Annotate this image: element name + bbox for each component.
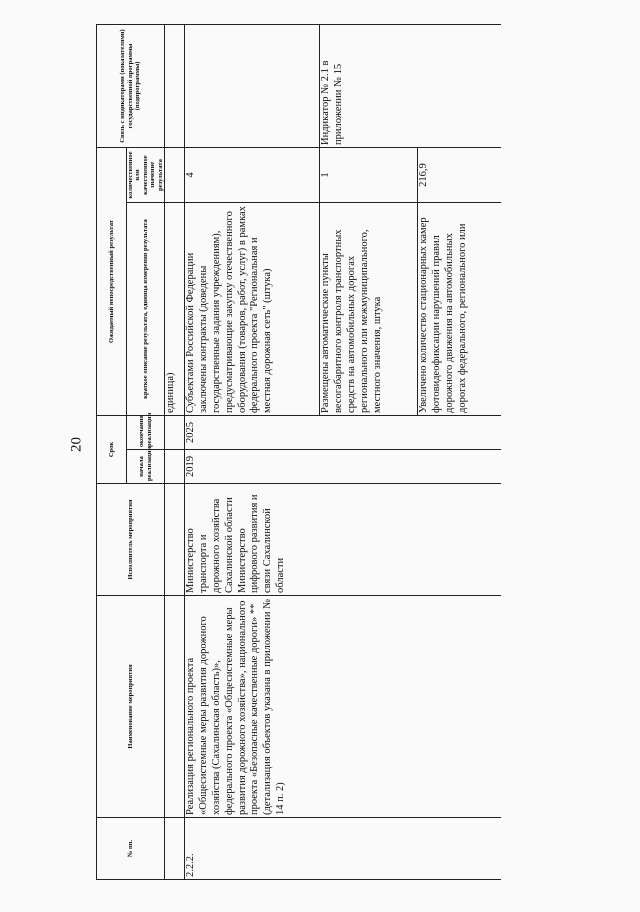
header-result: Ожидаемый непосредственный результат [97,148,127,416]
row-link: Индикатор № 2.1 в приложении № 15 [320,25,501,148]
row-term-end: 2025 [185,416,501,450]
rotated-page [96,25,636,880]
result-value: 216,9 [418,148,501,203]
page-number: 20 [68,437,85,452]
result-desc: Размещены автоматические пункты весогабаритного контроля транспортных средств на автомобильных дорогах регионального или межмуниципального, местного значения, штука [320,203,418,416]
table-row [185,25,320,880]
header-row-1 [97,25,127,880]
result-value: 1 [320,148,418,203]
header-executor: Исполнитель мероприятия [97,484,165,596]
header-result-desc: краткое описание результата, единица измерения результата [127,203,165,416]
result-desc: Субъектами Российской Федерации заключены контракты (доведены государственные задания учреждениям), предусматривающие закупку отечественного оборудования (товаров, работ, услуг) в рамках федерального проекта "Региональная и местная дорожная сеть" (штука) [185,203,320,416]
result-desc: Увеличено количество стационарных камер фотовидеофиксации нарушений правил дорожного движения на автомобильных дорогах федерального, регионального или [418,203,501,416]
row-activity-name: Реализация регионального проекта «Общесистемные меры развития дорожного хозяйства (Сахалинская область)», федерального проекта «Общесистемные меры развития дорожного хозяйства», национального проекта «Безопасные качественные дороги» ** (детализация объектов указана в приложении № 14 п. 2) [185,596,501,818]
row-term-start: 2019 [185,450,501,484]
row-executor: Министерство транспорта и дорожного хозяйства Сахалинской области Министерство цифрового развития и связи Сахалинской области [185,484,501,596]
header-term-start: начала реализации [127,450,165,484]
header-num: № пп. [97,818,165,880]
row-number: 2.2.2. [185,818,501,880]
header-name: Наименование мероприятия [97,596,165,818]
header-term: Срок [97,416,127,484]
program-table [96,24,501,880]
result-value: 4 [185,148,320,203]
header-result-value: количественное или качественное значение результата [127,148,165,203]
header-term-end: окончания реализации [127,416,165,450]
carry-over-row [165,25,185,880]
header-link: Связь с индикаторами (показателями) государственной программы (подпрограммы) [97,25,165,148]
carry-over-desc: единица) [165,203,185,416]
